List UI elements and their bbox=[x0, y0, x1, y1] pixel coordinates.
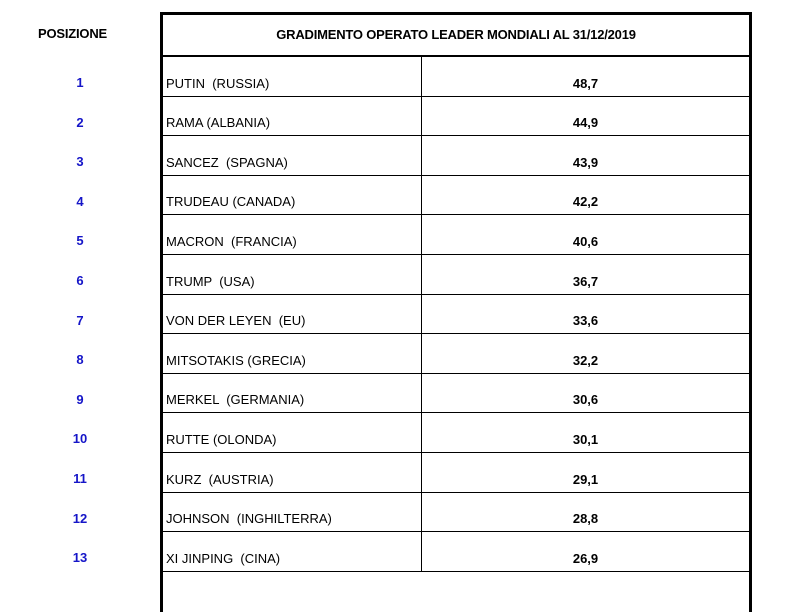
leader-name-cell: PUTIN (RUSSIA) bbox=[163, 57, 422, 96]
table-row bbox=[163, 57, 749, 97]
approval-score-cell: 40,6 bbox=[572, 233, 599, 249]
approval-score-cell: 48,7 bbox=[572, 75, 599, 91]
position-number: 5 bbox=[76, 233, 84, 249]
position-number: 2 bbox=[76, 114, 84, 130]
position-number: 1 bbox=[76, 75, 84, 90]
leader-name-cell: RAMA (ALBANIA) bbox=[163, 97, 422, 136]
table-row bbox=[163, 295, 749, 335]
position-number: 13 bbox=[72, 550, 88, 566]
table-row bbox=[163, 532, 749, 572]
approval-score-cell: 33,6 bbox=[572, 313, 599, 329]
table-row bbox=[163, 374, 749, 414]
leaders-table bbox=[160, 12, 752, 612]
position-number: 10 bbox=[72, 431, 88, 447]
leader-name-cell: KURZ (AUSTRIA) bbox=[163, 453, 422, 492]
table-row bbox=[163, 413, 749, 453]
position-column bbox=[40, 63, 120, 578]
table-row bbox=[163, 176, 749, 216]
table-row bbox=[163, 453, 749, 493]
position-number: 12 bbox=[72, 510, 88, 526]
approval-score-cell: 29,1 bbox=[572, 471, 599, 487]
approval-score-cell: 30,6 bbox=[572, 392, 599, 408]
approval-score-cell: 26,9 bbox=[572, 550, 599, 566]
leader-name-cell: TRUDEAU (CANADA) bbox=[163, 176, 422, 215]
leader-name-cell: MITSOTAKIS (GRECIA) bbox=[163, 334, 422, 373]
leader-name-cell: SANCEZ (SPAGNA) bbox=[163, 136, 422, 175]
position-number: 6 bbox=[76, 272, 84, 288]
leader-name-cell: VON DER LEYEN (EU) bbox=[163, 295, 422, 334]
approval-score-cell: 32,2 bbox=[572, 352, 599, 368]
table-row bbox=[163, 334, 749, 374]
approval-score-cell: 36,7 bbox=[572, 273, 599, 289]
table-row bbox=[163, 493, 749, 533]
leader-name-cell: MACRON (FRANCIA) bbox=[163, 215, 422, 254]
leader-name-cell: TRUMP (USA) bbox=[163, 255, 422, 294]
position-number: 8 bbox=[76, 352, 84, 368]
position-number: 7 bbox=[76, 312, 84, 328]
leader-name-cell: XI JINPING (CINA) bbox=[163, 532, 422, 571]
position-column-header: POSIZIONE bbox=[38, 26, 107, 41]
position-number: 3 bbox=[76, 154, 84, 170]
table-row bbox=[163, 97, 749, 137]
approval-score-cell: 42,2 bbox=[572, 194, 599, 210]
position-number: 4 bbox=[76, 193, 84, 209]
table-row bbox=[163, 215, 749, 255]
table-title: GRADIMENTO OPERATO LEADER MONDIALI AL 31/12/2019 bbox=[163, 15, 749, 57]
position-number: 9 bbox=[76, 391, 84, 407]
table-row bbox=[163, 255, 749, 295]
leader-name-cell: MERKEL (GERMANIA) bbox=[163, 374, 422, 413]
leader-name-cell: JOHNSON (INGHILTERRA) bbox=[163, 493, 422, 532]
approval-score-cell: 43,9 bbox=[572, 154, 599, 170]
approval-score-cell: 44,9 bbox=[572, 115, 599, 131]
approval-score-cell: 30,1 bbox=[572, 431, 599, 447]
position-number: 11 bbox=[73, 470, 87, 486]
table-row bbox=[163, 136, 749, 176]
approval-score-cell: 28,8 bbox=[572, 511, 599, 527]
leader-name-cell: RUTTE (OLONDA) bbox=[163, 413, 422, 452]
